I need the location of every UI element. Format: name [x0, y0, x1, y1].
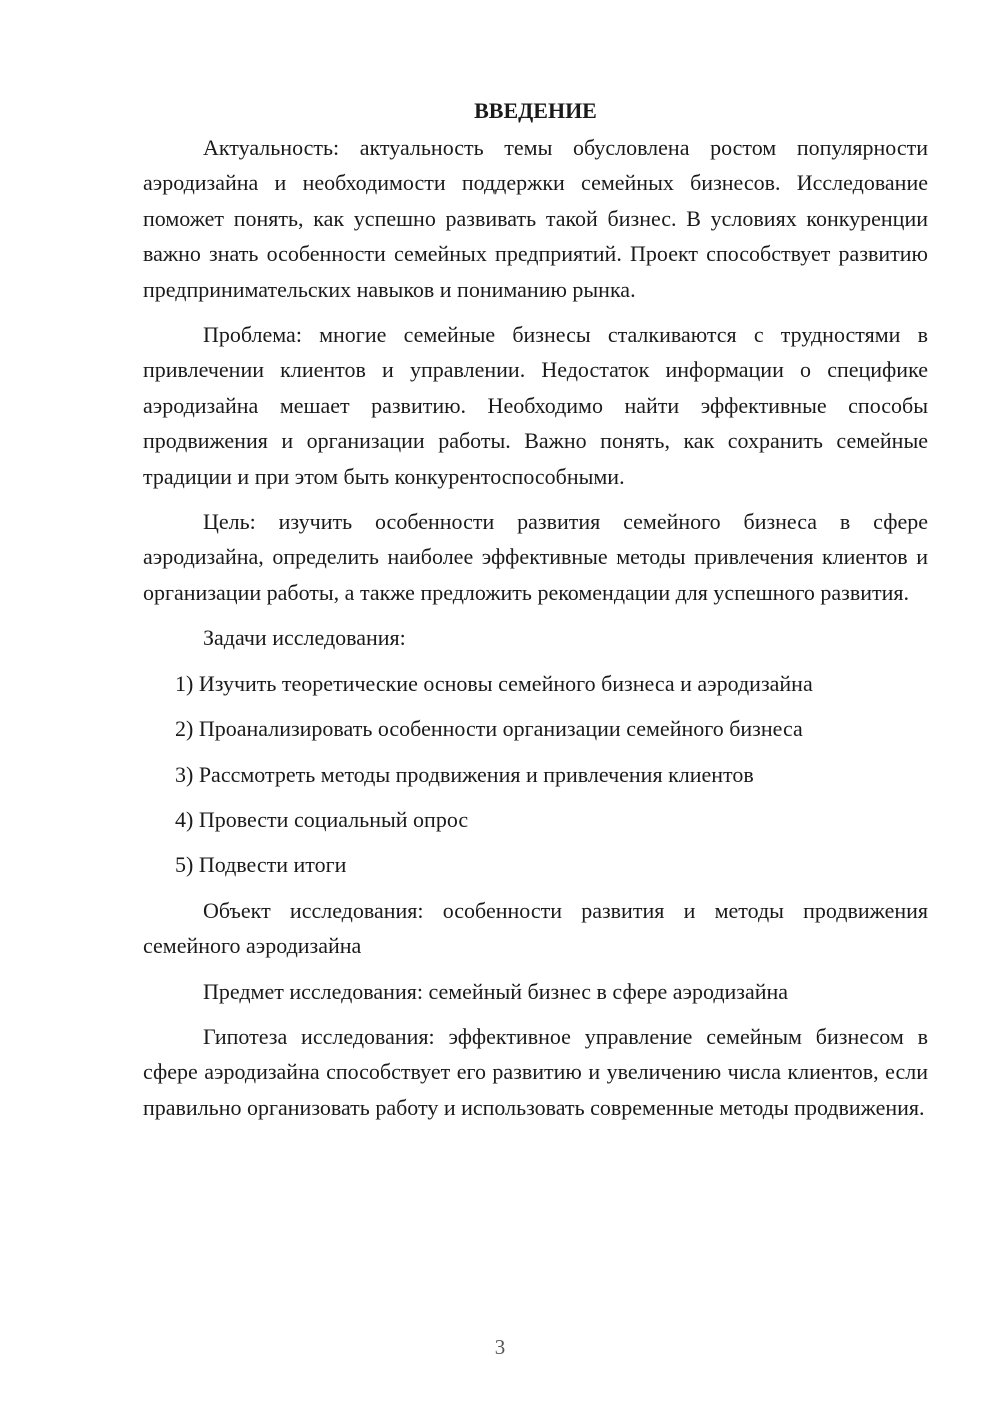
list-item: 1) Изучить теоретические основы семейного бизнеса и аэродизайна — [175, 670, 813, 696]
hypothesis-paragraph: Гипотеза исследования: эффективное управление семейным бизнесом в сфере аэродизайна способствует его развитию и увеличению числа клиентов, если правильно организовать работу и использовать современные методы продвижения. — [143, 1023, 928, 1120]
object-paragraph: Объект исследования: особенности развития и методы продвижения семейного аэродизайна — [143, 897, 928, 959]
list-item: 4) Провести социальный опрос — [175, 806, 469, 832]
tasks-list — [143, 666, 928, 883]
list-item: 3) Рассмотреть методы продвижения и привлечения клиентов — [175, 761, 754, 787]
page-title: ВВЕДЕНИЕ — [474, 98, 597, 123]
page-number: 3 — [494, 1335, 506, 1359]
relevance-paragraph: Актуальность: актуальность темы обусловлена ростом популярности аэродизайна и необходимости поддержки семейных бизнесов. Исследование поможет понять, как успешно развивать такой бизнес. В условиях конкуренции важно знать особенности семейных предприятий. Проект способствует развитию предпринимательских навыков и пониманию рынка. — [143, 135, 928, 302]
document-page — [143, 96, 928, 1135]
list-item: 2) Проанализировать особенности организации семейного бизнеса — [175, 716, 803, 742]
tasks-title: Задачи исследования: — [203, 625, 406, 651]
subject-paragraph: Предмет исследования: семейный бизнес в сфере аэродизайна — [203, 978, 789, 1004]
problem-paragraph: Проблема: многие семейные бизнесы сталкиваются с трудностями в привлечении клиентов и управлении. Недостаток информации о специфике аэродизайна мешает развитию. Необходимо найти эффективные способы продвижения и организации работы. Важно понять, как сохранить семейные традиции и при этом быть конкурентоспособными. — [143, 322, 928, 489]
goal-paragraph: Цель: изучить особенности развития семейного бизнеса в сфере аэродизайна, определить наиболее эффективные методы привлечения клиентов и организации работы, а также предложить рекомендации для успешного развития. — [143, 509, 928, 605]
list-item: 5) Подвести итоги — [175, 852, 347, 878]
